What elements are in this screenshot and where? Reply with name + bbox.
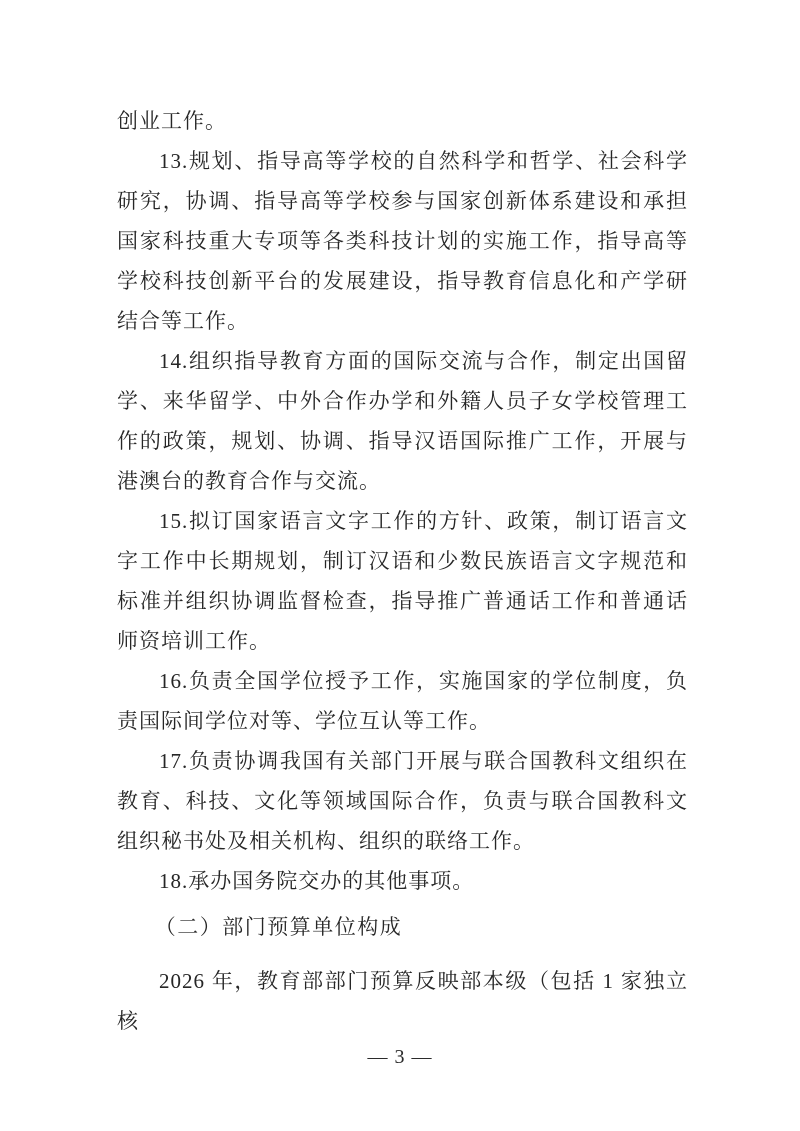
- paragraph-item-18: 18.承办国务院交办的其他事项。: [159, 869, 475, 893]
- paragraph-budget-overview-opening: 2026 年，教育部部门预算反映部本级（包括 1 家独立核: [117, 969, 688, 1033]
- paragraph-item-16: 16.负责全国学位授予工作，实施国家的学位制度，负责国际间学位对等、学位互认等工作。: [117, 669, 688, 733]
- paragraph-item-13: 13.规划、指导高等学校的自然科学和哲学、社会科学研究，协调、指导高等学校参与国家创新体系建设和承担国家科技重大专项等各类科技计划的实施工作，指导高等学校科技创新平台的发展建设，指导教育信息化和产学研结合等工作。: [117, 149, 688, 333]
- document-body: [117, 101, 688, 1041]
- paragraph-item-17: 17.负责协调我国有关部门开展与联合国教科文组织在教育、科技、文化等领域国际合作，负责与联合国教科文组织秘书处及相关机构、组织的联络工作。: [117, 749, 688, 853]
- section-heading-budget-unit-composition: （二）部门预算单位构成: [154, 915, 403, 939]
- paragraph-item-14: 14.组织指导教育方面的国际交流与合作，制定出国留学、来华留学、中外合作办学和外籍人员子女学校管理工作的政策，规划、协调、指导汉语国际推广工作，开展与港澳台的教育合作与交流。: [117, 349, 688, 493]
- paragraph-continuation: 创业工作。: [117, 109, 227, 133]
- page-number: — 3 —: [367, 1046, 433, 1068]
- paragraph-item-15: 15.拟订国家语言文字工作的方针、政策，制订语言文字工作中长期规划，制订汉语和少数民族语言文字规范和标准并组织协调监督检查，指导推广普通话工作和普通话师资培训工作。: [117, 509, 688, 653]
